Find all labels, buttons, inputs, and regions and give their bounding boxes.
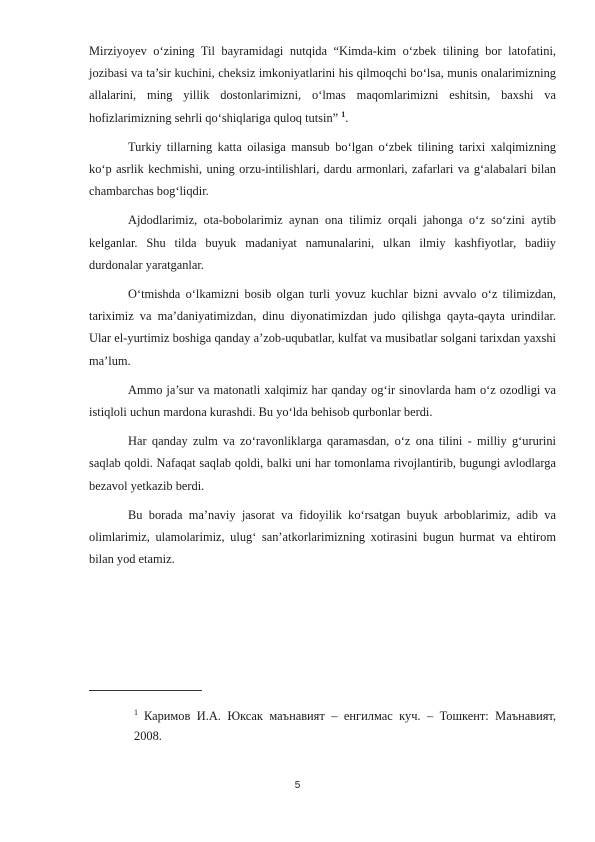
footnote-mark: 1 bbox=[134, 708, 138, 717]
page-number: 5 bbox=[294, 780, 301, 791]
paragraph-5: Ammo ja’sur va matonatli xalqimiz har qanday og‘ir sinovlarda ham o‘z ozodligi va istiqloli uchun mardona kurashdi. Bu yo‘lda behisob qurbonlar berdi. bbox=[89, 382, 556, 420]
body-text bbox=[89, 40, 556, 577]
paragraph-1-end: . bbox=[345, 110, 349, 125]
paragraph-3: Ajdodlarimiz, ota-bobolarimiz aynan ona tilimiz orqali jahonga o‘z so‘zini aytib kelganlar. Shu tilda buyuk madaniyat namunalarini, ulkan ilmiy kashfiyotlar, badiiy durdonalar yaratganlar. bbox=[89, 213, 556, 272]
paragraph-1-text: Mirziyoyev o‘zining Til bayramidagi nutqida “Kimda-kim o‘zbek tilining bor latofatini, jozibasi va ta’sir kuchini, cheksiz imkoniyatlarini his qilmoqchi bo‘lsa, munis onalarimizning allalarini, ming yillik dostonlarimizni, o‘lmas maqomlarimizni eshitsin, baxshi va hofizlarimizning sehrli qo‘shiqlariga quloq tutsin” bbox=[89, 44, 556, 125]
paragraph-1 bbox=[89, 40, 556, 129]
paragraph-4: O‘tmishda o‘lkamizni bosib olgan turli yovuz kuchlar bizni avvalo o‘z tilimizdan, tariximiz va ma’daniyatimizdan, dinu diyonatimizdan judo qilishga qayta-qayta urindilar. Ular el-yurtimiz boshiga qanday a’zob-uqubatlar, kulfat va musibatlar solgani tarixdan yaxshi ma’lum. bbox=[89, 287, 556, 368]
footnote bbox=[134, 706, 556, 746]
footnote-reference[interactable]: 1 bbox=[341, 109, 346, 119]
footnote-text: Каримов И.А. Юксак маънавият – енгилмас куч. – Тошкент: Маънавият, 2008. bbox=[134, 709, 556, 743]
paragraph-6: Har qanday zulm va zo‘ravonliklarga qaramasdan, o‘z ona tilini - milliy g‘ururini saqlab qoldi. Nafaqat saqlab qoldi, balki uni har tomonlama rivojlantirib, bugungi avlodlarga bezavol yetkazib berdi. bbox=[89, 434, 556, 493]
paragraph-7: Bu borada ma’naviy jasorat va fidoyilik ko‘rsatgan buyuk arboblarimiz, adib va olimlarimiz, ulamolarimiz, ulug‘ san’atkorlarimizning xotirasini bugun hurmat va ehtirom bilan yod etamiz. bbox=[89, 507, 556, 567]
paragraph-2: Turkiy tillarning katta oilasiga mansub bo‘lgan o‘zbek tilining tarixi xalqimizning ko‘p asrlik kechmishi, uning orzu-intilishlari, dardu armonlari, zafarlari va g‘alabalari bilan chambarchas bog‘liqdir. bbox=[89, 139, 556, 199]
footnote-separator bbox=[89, 690, 202, 691]
